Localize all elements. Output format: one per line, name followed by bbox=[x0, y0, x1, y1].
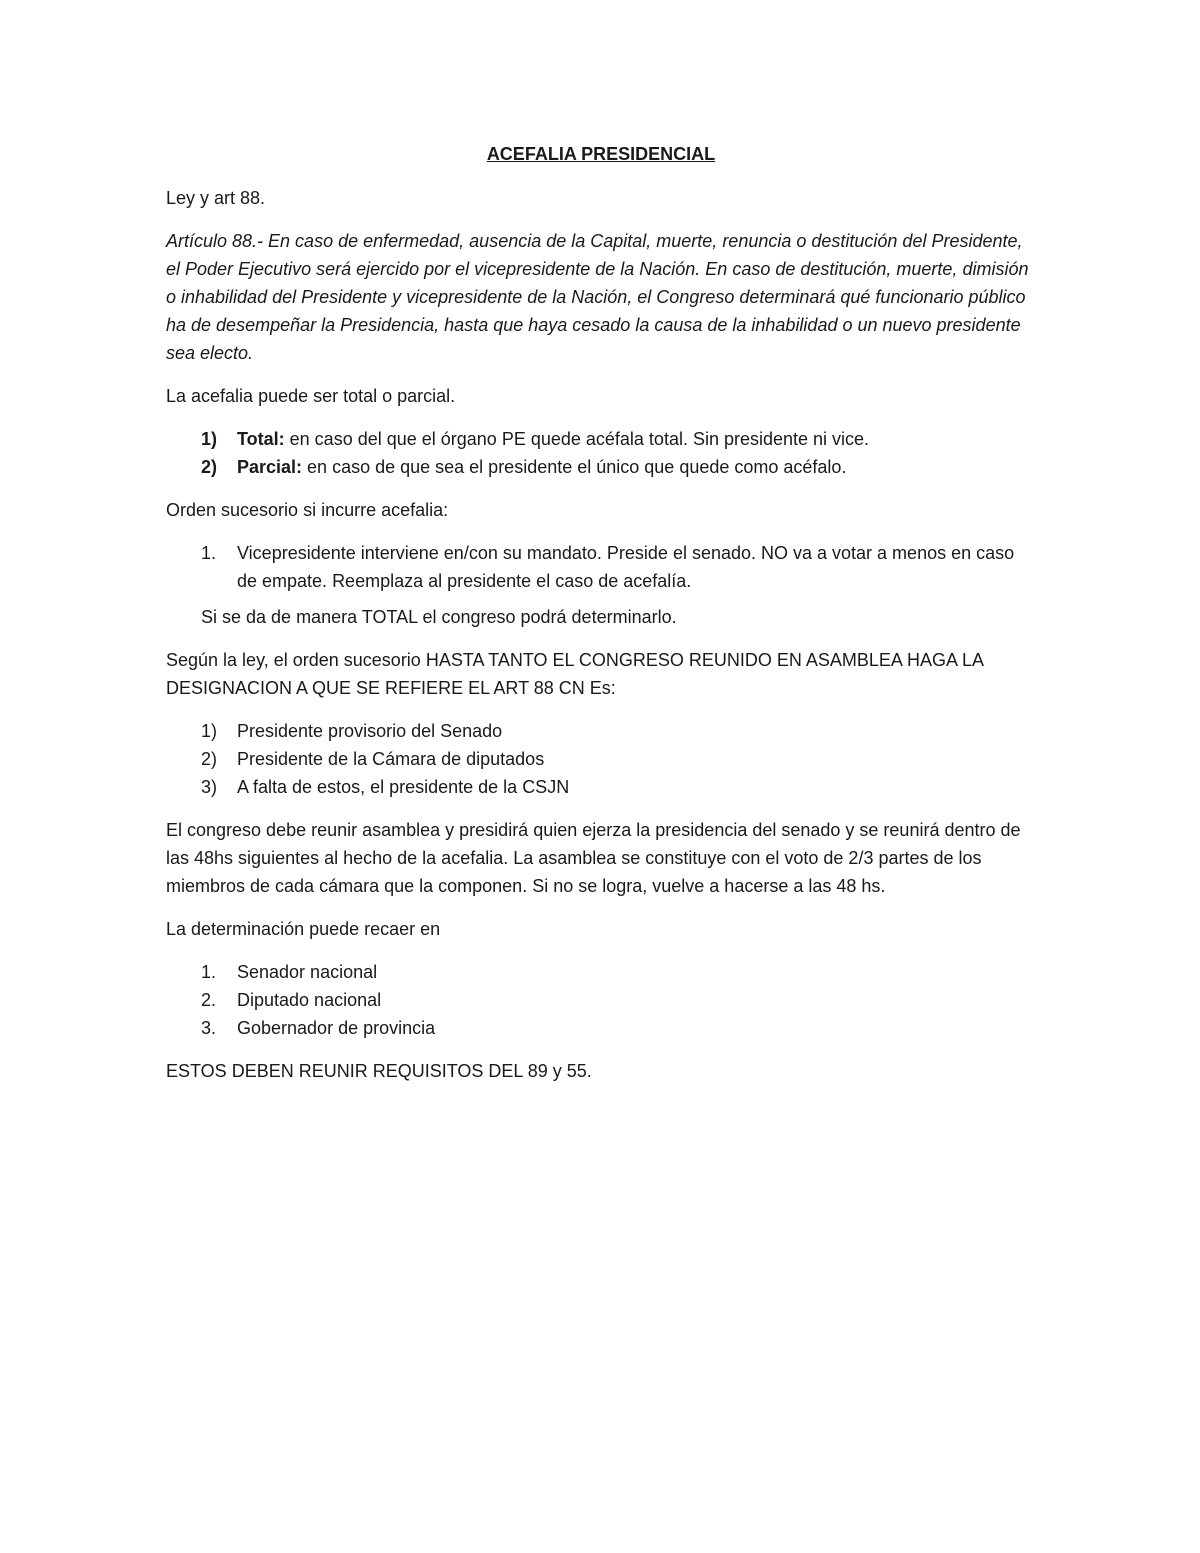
list-item-text: en caso de que sea el presidente el único que quede como acéfalo. bbox=[302, 457, 847, 477]
ley-intro: Según la ley, el orden sucesorio HASTA TANTO EL CONGRESO REUNIDO EN ASAMBLEA HAGA LA DESIGNACION A QUE SE REFIERE EL ART 88 CN Es: bbox=[166, 650, 983, 698]
intro-paragraph: Ley y art 88. bbox=[166, 188, 266, 208]
list-item-text: Senador nacional bbox=[237, 962, 378, 982]
list-item-number: 1. bbox=[201, 962, 217, 982]
list-item-text: en caso del que el órgano PE quede acéfala total. Sin presidente ni vice. bbox=[284, 429, 870, 449]
total-note: Si se da de manera TOTAL el congreso podrá determinarlo. bbox=[201, 607, 677, 627]
list-item-number: 1) bbox=[201, 429, 218, 449]
list-item bbox=[166, 425, 1036, 453]
list-item bbox=[166, 539, 1036, 595]
list-item-lead: Total: bbox=[237, 429, 285, 449]
determinacion-intro: La determinación puede recaer en bbox=[166, 919, 441, 939]
list-item-text: Vicepresidente interviene en/con su mandato. Preside el senado. NO va a votar a menos en caso de empate. Reemplaza al presidente el caso de acefalía. bbox=[237, 543, 1015, 591]
list-item-lead: Parcial: bbox=[237, 457, 303, 477]
asamblea-paragraph: El congreso debe reunir asamblea y presidirá quien ejerza la presidencia del senado y se reunirá dentro de las 48hs siguientes al hecho de la acefalia. La asamblea se constituye con el voto de 2/3 partes de los miembros de cada cámara que la componen. Si no se logra, vuelve a hacerse a las 48 hs. bbox=[166, 820, 1021, 896]
list-item bbox=[166, 986, 1036, 1014]
orden-list bbox=[166, 539, 1036, 595]
acefalia-types-intro: La acefalia puede ser total o parcial. bbox=[166, 386, 456, 406]
list-item-number: 3. bbox=[201, 1018, 217, 1038]
list-item-number: 1) bbox=[201, 721, 218, 741]
list-item-number: 2) bbox=[201, 749, 218, 769]
list-item-number: 3) bbox=[201, 777, 218, 797]
list-item-text: A falta de estos, el presidente de la CSJN bbox=[237, 777, 570, 797]
document-title: ACEFALIA PRESIDENCIAL bbox=[486, 144, 716, 164]
list-item-number: 2) bbox=[201, 457, 218, 477]
list-item-number: 1. bbox=[201, 543, 217, 563]
list-item-text: Presidente de la Cámara de diputados bbox=[237, 749, 545, 769]
list-item bbox=[166, 1014, 1036, 1042]
article-88-paragraph: Artículo 88.- En caso de enfermedad, ausencia de la Capital, muerte, renuncia o destitución del Presidente, el Poder Ejecutivo será ejercido por el vicepresidente de la Nación. En caso de destitución, muerte, dimisión o inhabilidad del Presidente y vicepresidente de la Nación, el Congreso determinará qué funcionario público ha de desempeñar la Presidencia, hasta que haya cesado la causa de la inhabilidad o un nuevo presidente sea electo. bbox=[166, 231, 1029, 363]
closing-paragraph: ESTOS DEBEN REUNIR REQUISITOS DEL 89 y 55. bbox=[166, 1061, 592, 1081]
acefalia-types-list bbox=[166, 425, 1036, 481]
list-item-number: 2. bbox=[201, 990, 217, 1010]
list-item bbox=[166, 717, 1036, 745]
ley-list bbox=[166, 717, 1036, 801]
list-item bbox=[166, 745, 1036, 773]
list-item-text: Gobernador de provincia bbox=[237, 1018, 436, 1038]
list-item bbox=[166, 453, 1036, 481]
document-page bbox=[166, 140, 1036, 1100]
list-item-text: Presidente provisorio del Senado bbox=[237, 721, 503, 741]
list-item bbox=[166, 958, 1036, 986]
orden-intro: Orden sucesorio si incurre acefalia: bbox=[166, 500, 449, 520]
list-item bbox=[166, 773, 1036, 801]
determinacion-list bbox=[166, 958, 1036, 1042]
list-item-text: Diputado nacional bbox=[237, 990, 382, 1010]
